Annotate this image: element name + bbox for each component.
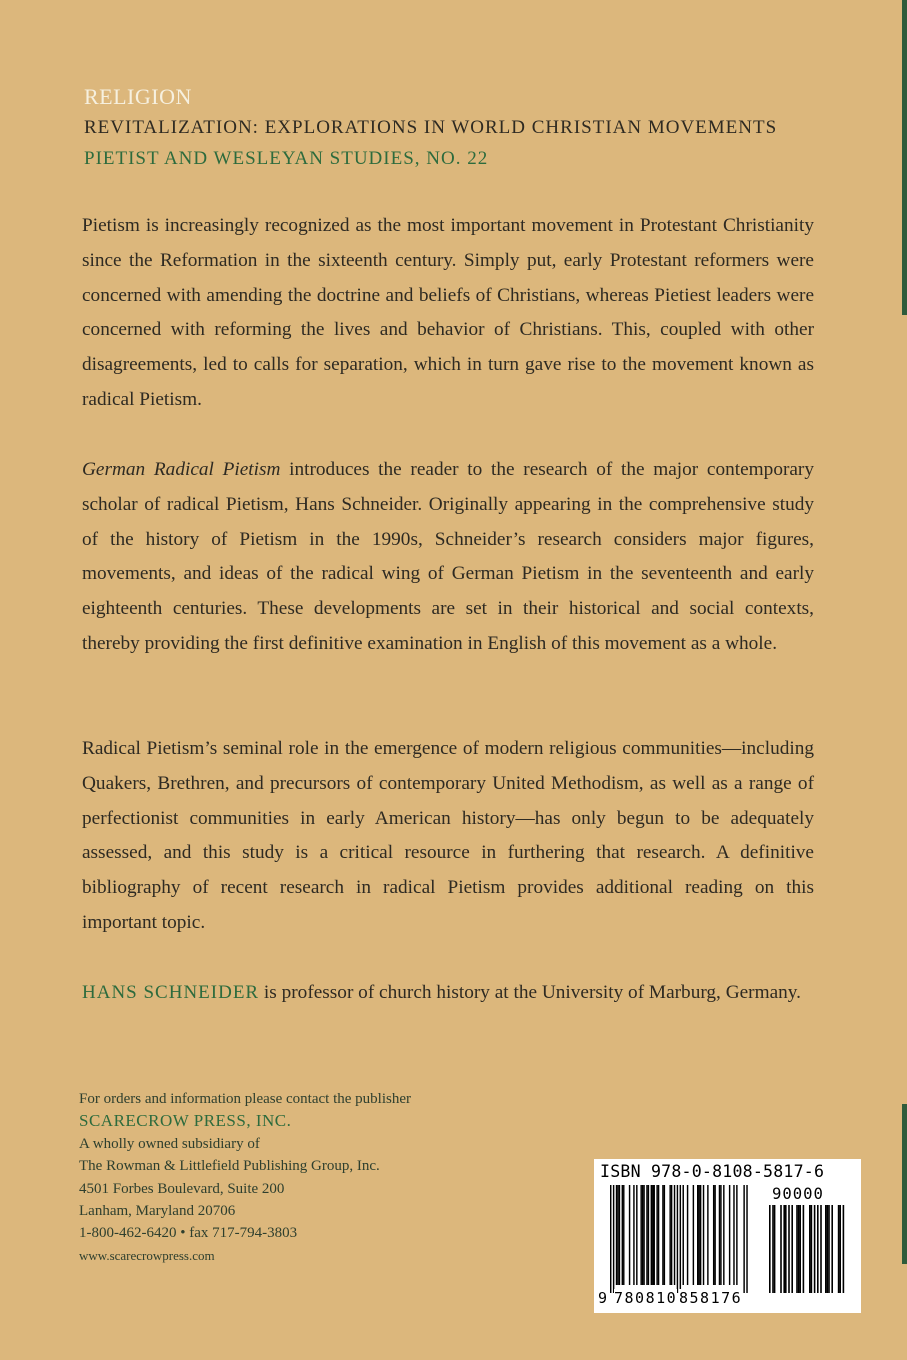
barcode-bar [839, 1205, 841, 1293]
barcode-bar [799, 1205, 801, 1293]
series-header [84, 82, 844, 174]
barcode-bar [796, 1205, 798, 1293]
publisher-url: www.scarecrowpress.com [79, 1247, 215, 1263]
barcode-bar [791, 1205, 793, 1293]
barcode-bar [820, 1205, 822, 1293]
book-title: German Radical Pietism [82, 459, 281, 480]
publisher-info [79, 1088, 539, 1267]
description-paragraph-2 [82, 453, 814, 662]
publisher-subsidiary: A wholly owned subsidiary of [79, 1135, 260, 1152]
barcode-bar [838, 1205, 840, 1293]
barcode-digit-first: 9 [598, 1289, 608, 1307]
barcode-bar [803, 1205, 805, 1293]
isbn-text: ISBN 978-0-8108-5817-6 [600, 1162, 825, 1181]
author-bio [82, 976, 814, 1011]
barcode-digits-left: 780810 [614, 1289, 678, 1307]
barcode-bar [817, 1205, 819, 1293]
barcode-bar [827, 1205, 829, 1293]
publisher-name: SCARECROW PRESS, INC. [79, 1111, 292, 1131]
barcode-bar [785, 1205, 787, 1293]
barcode-digits-right: 858176 [679, 1289, 743, 1307]
publisher-phone: 1-800-462-6420 • fax 717-794-3803 [79, 1225, 298, 1242]
barcode-bar [783, 1205, 785, 1293]
barcode-bar [788, 1205, 790, 1293]
barcode-bar [825, 1205, 827, 1293]
barcode-bar [809, 1205, 811, 1293]
barcode-bar [814, 1205, 816, 1293]
barcode-bar [769, 1205, 771, 1293]
barcode-bar [828, 1205, 830, 1293]
author-name: HANS SCHNEIDER [82, 982, 260, 1003]
barcode-bar [843, 1205, 845, 1293]
barcode-bar [772, 1205, 774, 1293]
isbn-barcode [594, 1159, 861, 1313]
publisher-parent: The Rowman & Littlefield Publishing Group, Inc. [79, 1158, 380, 1175]
barcode-bar [811, 1205, 813, 1293]
publisher-address-1: 4501 Forbes Boulevard, Suite 200 [79, 1180, 285, 1197]
barcode-bar [780, 1205, 782, 1293]
spine-edge-strip-top [902, 0, 907, 315]
publisher-address-2: Lanham, Maryland 20706 [79, 1203, 236, 1220]
spine-edge-strip-bottom [902, 1104, 907, 1264]
series-title: REVITALIZATION: EXPLORATIONS IN WORLD CHRISTIAN MOVEMENTS [84, 117, 778, 138]
author-bio-text: is professor of church history at the University of Marburg, Germany. [259, 982, 801, 1003]
subseries-title: PIETIST AND WESLEYAN STUDIES, NO. 22 [84, 148, 489, 169]
category-label: RELIGION [84, 84, 192, 109]
description-paragraph-1: Pietism is increasingly recognized as the most important movement in Protestant Christianity since the Reformation in the sixteenth century. Simply put, early Protestant reformers were concerned with amending the doctrine and beliefs of Christians, whereas Pietiest leaders were concerned with reforming the lives and behavior of Christians. This, coupled with other disagreements, led to calls for separation, which in turn gave rise to the movement known as radical Pietism. [82, 215, 814, 410]
price-code-text: 90000 [772, 1185, 824, 1203]
barcode-bar [798, 1205, 800, 1293]
barcode-bar [831, 1205, 833, 1293]
barcode-bar [774, 1205, 776, 1293]
description-paragraph-2-text: introduces the reader to the research of the major contemporary scholar of radical Pietism, Hans Schneider. Originally appearing in the comprehensive study of the history of Pietism in the 1990s, Schneider’s research considers major figures, movements, and ideas of the radical wing of German Pietism in the seventeenth and early eighteenth centuries. These developments are set in their historical and social contexts, thereby providing the first definitive examination in English of this movement as a whole. [82, 459, 814, 654]
description-paragraph-3: Radical Pietism’s seminal role in the emergence of modern religious communities—including Quakers, Brethren, and precursors of contemporary United Methodism, as well as a range of perfectionist communities in early American history—has only begun to be adequately assessed, and this study is a critical resource in furthering that research. A definitive bibliography of recent research in radical Pietism provides additional reading on this important topic. [82, 738, 814, 933]
publisher-intro: For orders and information please contact the publisher [79, 1091, 411, 1107]
